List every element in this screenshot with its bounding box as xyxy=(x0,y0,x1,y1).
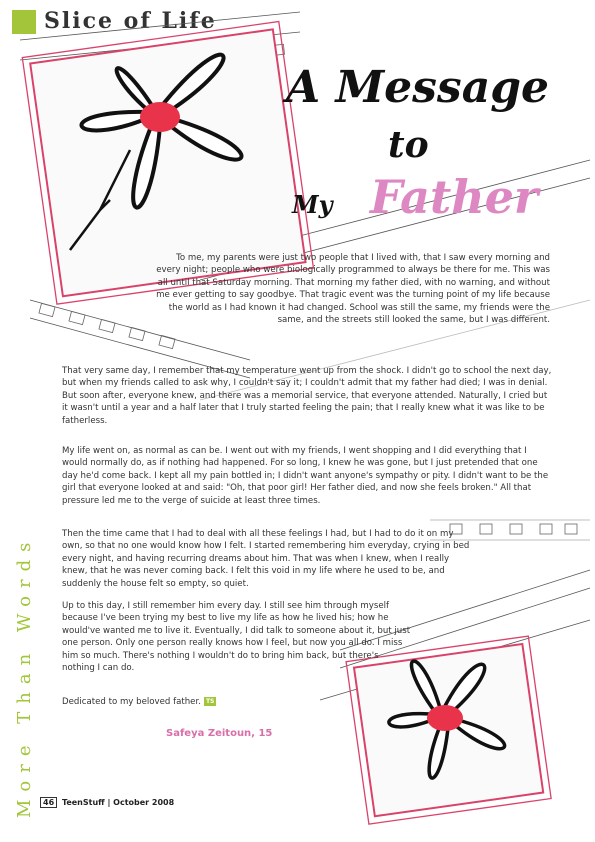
article-title-line-1: A Message xyxy=(286,62,549,113)
article-title-line-3: My xyxy=(292,190,333,219)
page-footer xyxy=(40,797,174,808)
vertical-column-title: More Than Words xyxy=(14,534,35,818)
page-number: 46 xyxy=(40,797,57,808)
author-byline: Safeya Zeitoun, 15 xyxy=(166,728,273,739)
dedication xyxy=(62,697,216,707)
magazine-name: TeenStuff xyxy=(61,798,105,807)
intro-paragraph: To me, my parents were just two people that I lived with, that I saw every morning and every night; people who were biologically programmed to always be there for me. This was all until that Saturday morning. That morning my father died, with no warning, and without me ever getting to say goodbye. That tragic event was the turning point of my life because the world as I had known it had changed. School was still the same, my friends were the same, and the streets still looked the same, but I was different. xyxy=(156,253,550,326)
body-paragraph-3: Then the time came that I had to deal with all these feelings I had, but I had to do it on my own, so that no one would know how I felt. I started remembering him everyday, crying in bed every night, and having recurring dreams about him. That was when I knew, when I really knew, that he was never coming back. I felt this void in my life where he used to be, and suddenly the house felt so empty, so quiet. xyxy=(62,529,470,589)
issue-date: October 2008 xyxy=(113,798,175,807)
article-title-line-4: Father xyxy=(370,170,539,224)
body-paragraph-2: My life went on, as normal as can be. I went out with my friends, I went shopping and I did everything that I would normally do, as if nothing had happened. For so long, I knew he was gone, but I just pretended that one day he'd come back. I kept all my pain bottled in; I didn't want anyone's sympathy or pity. I didn't want to be the girl that everyone looked at and said: "Oh, that poor girl! Her father died, and now she feels broken." All that pressure led me to the verge of suicide at least three times. xyxy=(62,446,549,506)
article-title-line-2: to xyxy=(388,124,429,166)
teenstuff-badge-icon: TS xyxy=(205,698,215,705)
section-title: Slice of Life xyxy=(44,8,217,34)
footer-separator: | xyxy=(107,798,111,807)
body-paragraph-4: Up to this day, I still remember him every day. I still see him through myself because I've been trying my best to live my life as how he lived his; how he would've wanted me to live it. Eventually, I did talk to someone about it, but just one person. Only one person really knows how I feel, but now you all do. I miss him so much. There's nothing I wouldn't do to bring him back, but there's nothing I can do. xyxy=(62,601,411,674)
dedication-text: Dedicated to my beloved father. xyxy=(62,697,201,707)
body-paragraph-1: That very same day, I remember that my temperature went up from the shock. I didn't go to school the next day, but when my friends called to ask why, I couldn't say it; I couldn't admit that my father had died; I was in denial. But soon after, everyone knew, and there was a memorial service, that everyone attended. Naturally, I cried but it wasn't until a year and a half later that I truly started feeling the pain; that I really knew what it was like to be fatherless. xyxy=(62,366,552,426)
